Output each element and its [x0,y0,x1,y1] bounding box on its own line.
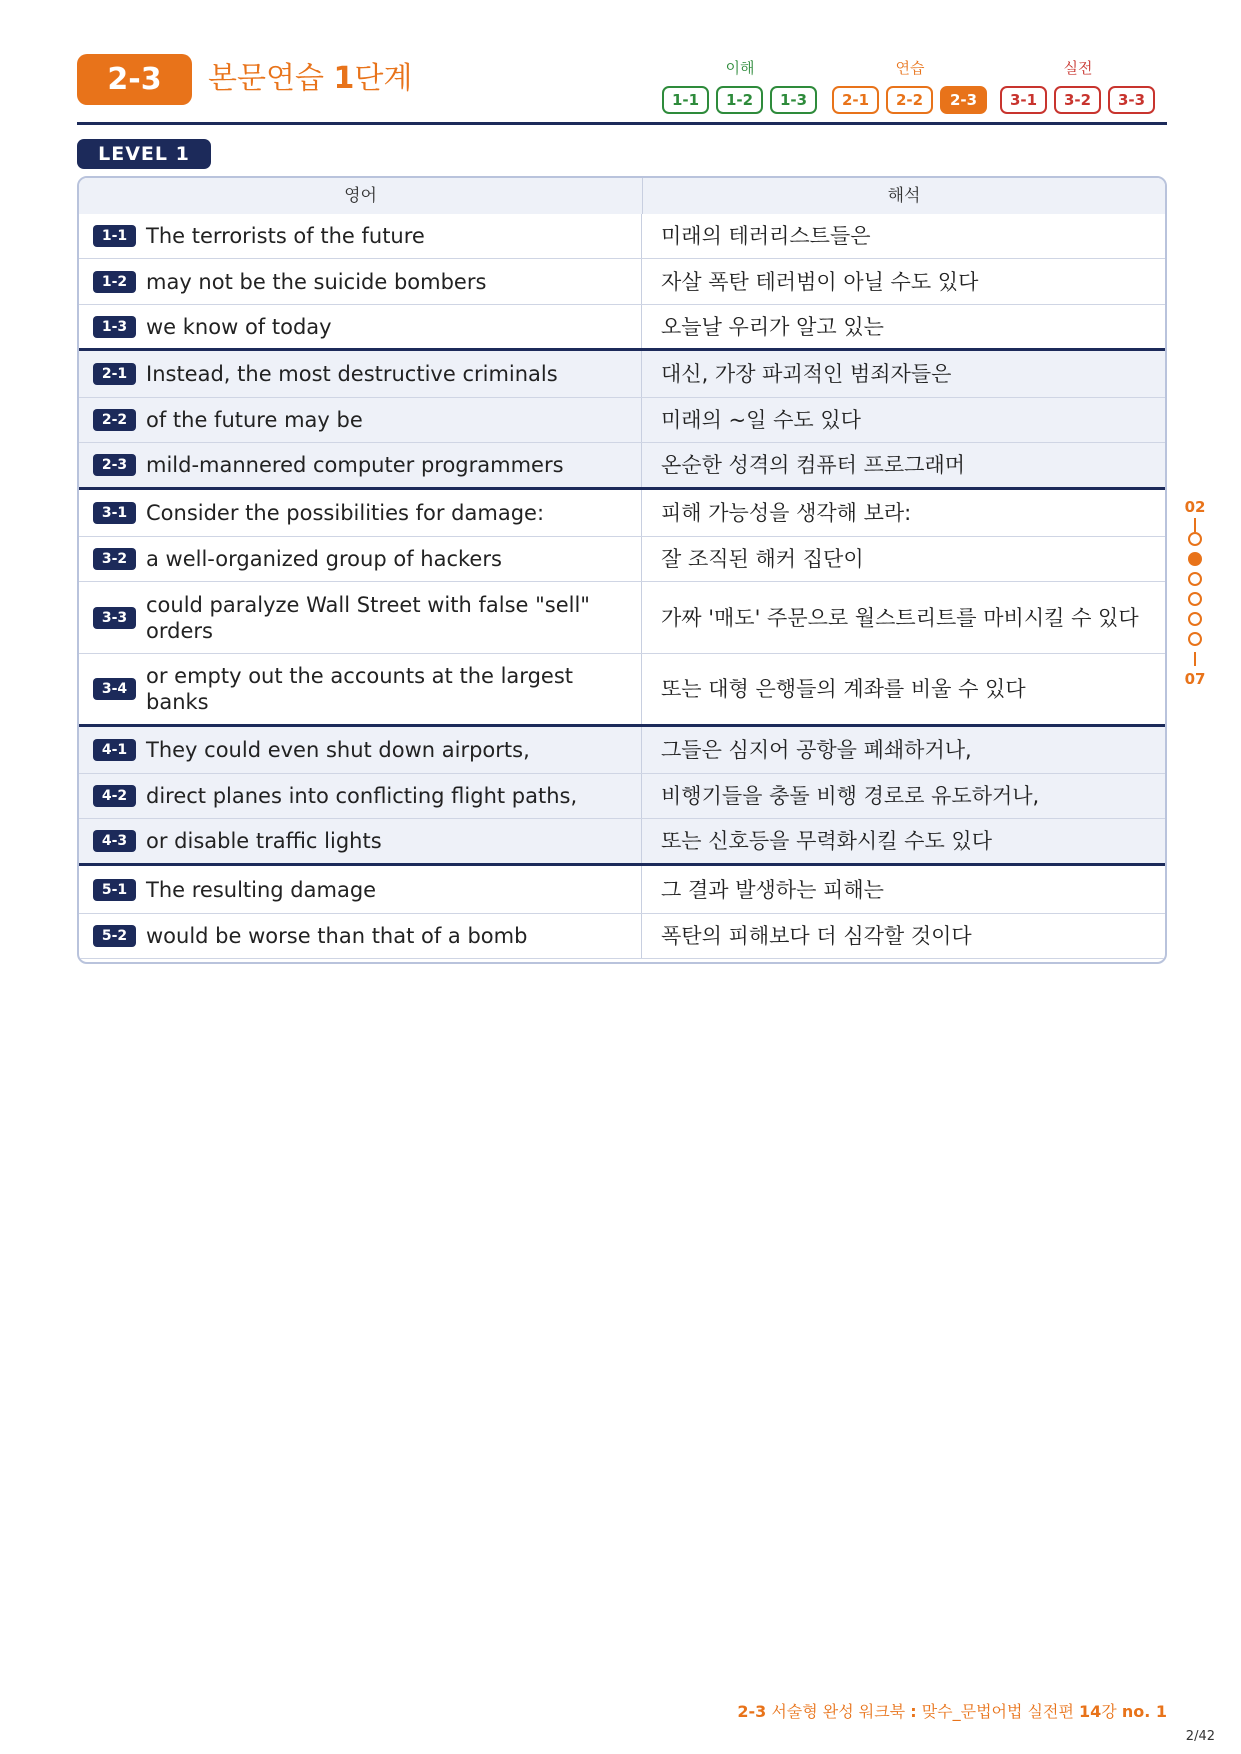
english-text: The resulting damage [146,877,377,902]
row-number-badge: 2-2 [93,409,136,431]
step-chip-3-2[interactable]: 3-2 [1054,86,1101,114]
side-nav-dot[interactable] [1188,632,1202,646]
table-row [79,866,1165,914]
table-row [79,305,1165,351]
english-text: may not be the suicide bombers [146,269,487,294]
table-row [79,727,1165,774]
english-cell [79,582,642,653]
footer-text-1: 서술형 완성 워크북 [766,1702,911,1721]
step-group-label-practice: 연습 [895,59,925,77]
step-group-label-real: 실전 [1063,59,1093,77]
english-text: could paralyze Wall Street with false "sell" orders [146,592,590,643]
korean-translation-cell: 미래의 ~일 수도 있다 [661,408,861,432]
english-cell [79,259,642,304]
row-number-badge: 3-1 [93,502,136,524]
side-nav-end-number: 07 [1184,670,1206,688]
korean-translation-cell: 자살 폭탄 테러범이 아닐 수도 있다 [661,269,979,294]
step-chip-3-1[interactable]: 3-1 [1000,86,1047,114]
korean-translation-cell: 그들은 심지어 공항을 폐쇄하거나, [661,738,972,762]
row-number-badge: 5-2 [93,925,136,947]
step-chip-3-3[interactable]: 3-3 [1108,86,1155,114]
korean-translation-cell: 오늘날 우리가 알고 있는 [661,314,884,339]
header-divider [77,122,1167,125]
english-text: Instead, the most destructive criminals [146,362,558,386]
english-cell [79,443,642,487]
row-number-badge: 5-1 [93,879,136,901]
english-cell [79,305,642,348]
korean-translation-cell: 피해 가능성을 생각해 보라: [661,501,912,525]
korean-translation-cell: 폭탄의 피해보다 더 심각할 것이다 [661,924,972,948]
column-header-english: 영어 [79,178,643,214]
side-nav-dot[interactable] [1188,612,1202,626]
english-cell [79,866,642,913]
row-number-badge: 2-1 [93,363,136,385]
footer-colon: : [910,1702,917,1721]
english-cell [79,351,642,397]
page-title-prefix: 본문연습 [208,61,334,96]
page-footer [737,1699,1167,1722]
korean-translation-cell: 대신, 가장 파괴적인 범죄자들은 [661,362,952,386]
english-text: direct planes into conflicting flight paths, [146,784,578,808]
korean-translation-cell: 잘 조직된 해커 집단이 [661,547,864,571]
table-row [79,490,1165,537]
english-text: The terrorists of the future [146,224,425,248]
table-row [79,259,1165,305]
korean-translation-cell: 가짜 '매도' 주문으로 월스트리트를 마비시킬 수 있다 [661,605,1139,630]
side-nav-divider [1194,652,1196,666]
english-text: would be worse than that of a bomb [146,924,528,948]
footer-lesson-number: 14 [1079,1702,1102,1721]
footer-lesson-suffix: 강 [1101,1702,1122,1721]
row-number-badge: 4-1 [93,739,136,761]
row-number-badge: 3-3 [93,607,136,629]
korean-translation-cell: 온순한 성격의 컴퓨터 프로그래머 [661,453,966,477]
english-cell [79,774,642,818]
english-cell [79,398,642,442]
row-number-badge: 3-2 [93,548,136,570]
table-row [79,774,1165,819]
step-chip-2-1[interactable]: 2-1 [832,86,879,114]
side-nav-dot[interactable] [1188,592,1202,606]
side-nav-divider [1194,518,1196,532]
side-nav-dot[interactable] [1188,572,1202,586]
table-row [79,398,1165,443]
english-cell [79,537,642,581]
korean-translation-cell: 비행기들을 충돌 비행 경로로 유도하거나, [661,784,1040,808]
row-number-badge: 4-2 [93,785,136,807]
table-row [79,351,1165,398]
english-text: or empty out the accounts at the largest banks [146,664,573,714]
table-row [79,537,1165,582]
level-badge: LEVEL 1 [77,139,211,169]
table-row [79,214,1165,259]
table-row [79,654,1165,727]
footer-text-2: 맞수_문법어법 실전편 [916,1702,1080,1721]
korean-translation-cell: 또는 신호등을 무력화시킬 수도 있다 [661,829,992,853]
table-row [79,443,1165,490]
english-cell [79,727,642,773]
side-nav-start-number: 02 [1184,498,1206,516]
side-nav-dot[interactable] [1188,552,1202,566]
row-number-badge: 1-3 [93,316,136,338]
step-chip-1-1[interactable]: 1-1 [662,86,709,114]
english-text: or disable traffic lights [146,829,382,853]
english-text: mild-mannered computer programmers [146,453,564,477]
page-title [208,56,412,102]
footer-no: no. 1 [1121,1702,1167,1721]
english-cell [79,214,642,258]
table-row [79,914,1165,959]
english-text: a well-organized group of hackers [146,547,502,571]
table-row [79,819,1165,866]
english-cell [79,819,642,863]
english-text: They could even shut down airports, [146,738,530,762]
footer-code: 2-3 [737,1702,767,1721]
translation-table [77,176,1167,964]
korean-translation-cell: 또는 대형 은행들의 계좌를 비울 수 있다 [661,677,1026,701]
step-chip-1-2[interactable]: 1-2 [716,86,763,114]
section-badge: 2-3 [77,54,192,105]
row-number-badge: 4-3 [93,830,136,852]
row-number-badge: 3-4 [93,678,136,700]
page-title-bold: 1 [333,61,355,96]
side-nav-dot[interactable] [1188,532,1202,546]
english-cell [79,654,642,724]
english-text: of the future may be [146,408,363,432]
korean-translation-cell: 미래의 테러리스트들은 [661,224,871,248]
english-cell [79,914,642,958]
column-header-korean: 해석 [643,178,1165,214]
step-chip-1-3[interactable]: 1-3 [770,86,817,114]
step-chip-2-3[interactable]: 2-3 [940,86,987,114]
row-number-badge: 2-3 [93,454,136,476]
korean-translation-cell: 그 결과 발생하는 피해는 [661,877,884,902]
step-group-label-understand: 이해 [725,59,755,77]
table-row [79,582,1165,654]
row-number-badge: 1-2 [93,271,136,293]
step-chip-2-2[interactable]: 2-2 [886,86,933,114]
english-cell [79,490,642,536]
row-number-badge: 1-1 [93,225,136,247]
page-title-suffix: 단계 [354,61,413,96]
english-text: we know of today [146,314,332,339]
page-number: 2/42 [1185,1729,1215,1744]
english-text: Consider the possibilities for damage: [146,501,545,525]
